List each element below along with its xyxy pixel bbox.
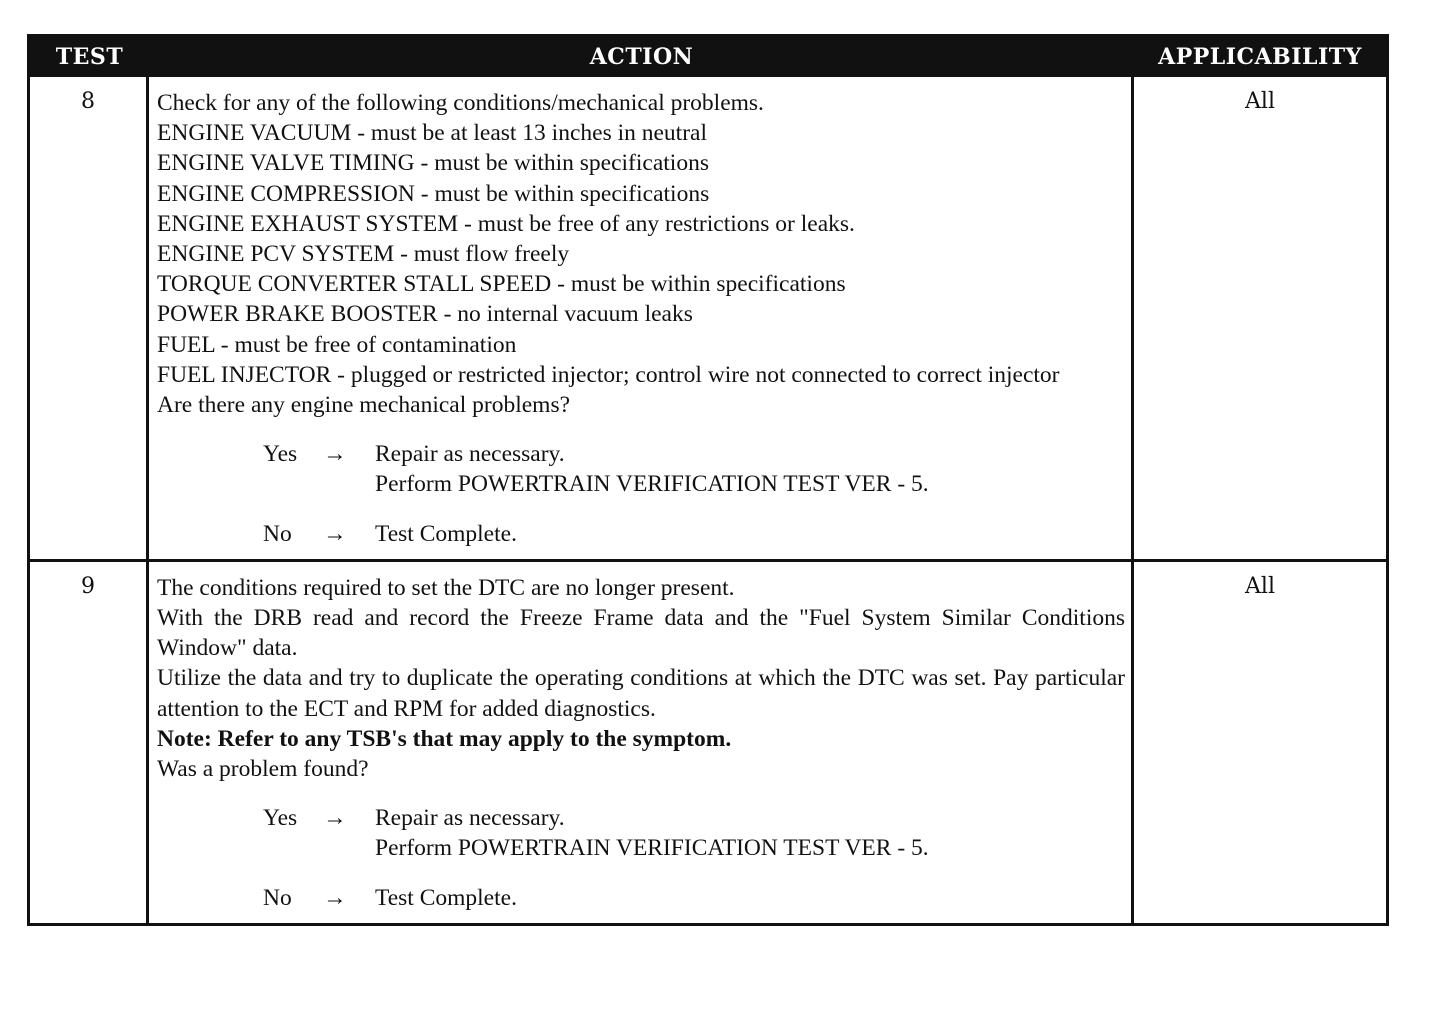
action-paragraph: Utilize the data and try to duplicate the operating conditions at which the DTC was set. Pay particular attention to the ECT and RPM for added diagnostics. — [157, 665, 1125, 722]
no-action: Test Complete. — [375, 520, 517, 547]
action-paragraph: With the DRB read and record the Freeze Frame data and the "Fuel System Similar Conditions Window" data. — [157, 605, 1125, 662]
header-applicability: APPLICABILITY — [1158, 44, 1362, 70]
action-cell — [149, 562, 1134, 923]
arrow-right-icon: → — [323, 805, 347, 832]
applicability-value: All — [1245, 573, 1275, 599]
answer-yes — [263, 439, 1125, 499]
answer-no — [263, 519, 1125, 549]
table-row — [30, 77, 1386, 559]
yes-verification: Perform POWERTRAIN VERIFICATION TEST VER - 5. — [375, 835, 929, 862]
action-intro: Check for any of the following conditions/mechanical problems. — [157, 90, 764, 116]
header-test: TEST — [55, 44, 124, 70]
answer-yes — [263, 803, 1125, 863]
diagnostic-table — [27, 34, 1389, 926]
no-label: No — [263, 520, 292, 547]
condition-line: ENGINE EXHAUST SYSTEM - must be free of any restrictions or leaks. — [157, 210, 855, 237]
yes-label: Yes — [263, 805, 298, 832]
arrow-right-icon: → — [323, 441, 347, 468]
condition-line: FUEL - must be free of contamination — [157, 331, 517, 358]
no-action: Test Complete. — [375, 884, 517, 911]
table-header — [30, 37, 1386, 77]
yes-verification: Perform POWERTRAIN VERIFICATION TEST VER - 5. — [375, 471, 929, 498]
action-question: Was a problem found? — [157, 756, 369, 783]
test-number: 9 — [30, 562, 149, 923]
condition-line: ENGINE PCV SYSTEM - must flow freely — [157, 241, 570, 268]
condition-line: ENGINE VACUUM - must be at least 13 inches in neutral — [157, 120, 707, 147]
yes-action: Repair as necessary. — [375, 441, 565, 468]
table-row — [30, 559, 1386, 923]
arrow-right-icon: → — [323, 884, 347, 911]
tsb-note: Note: Refer to any TSB's that may apply to the symptom. — [157, 725, 732, 752]
yes-action: Repair as necessary. — [375, 805, 565, 832]
arrow-right-icon: → — [323, 520, 347, 547]
condition-line: ENGINE COMPRESSION - must be within specifications — [157, 180, 710, 207]
answer-block — [263, 803, 1125, 913]
test-number: 8 — [30, 77, 149, 559]
answer-no — [263, 883, 1125, 913]
applicability-value: All — [1245, 89, 1275, 114]
no-label: No — [263, 884, 292, 911]
action-question: Are there any engine mechanical problems? — [157, 392, 571, 419]
condition-line: ENGINE VALVE TIMING - must be within specifications — [157, 150, 709, 177]
yes-label: Yes — [263, 441, 298, 468]
action-cell — [149, 77, 1134, 559]
action-intro: The conditions required to set the DTC are no longer present. — [157, 574, 735, 601]
header-action: ACTION — [589, 44, 694, 70]
condition-line: FUEL INJECTOR - plugged or restricted injector; control wire not connected to correct injector — [157, 361, 1060, 388]
answer-block — [263, 439, 1125, 549]
condition-line: TORQUE CONVERTER STALL SPEED - must be within specifications — [157, 271, 846, 298]
condition-line: POWER BRAKE BOOSTER - no internal vacuum leaks — [157, 301, 693, 328]
